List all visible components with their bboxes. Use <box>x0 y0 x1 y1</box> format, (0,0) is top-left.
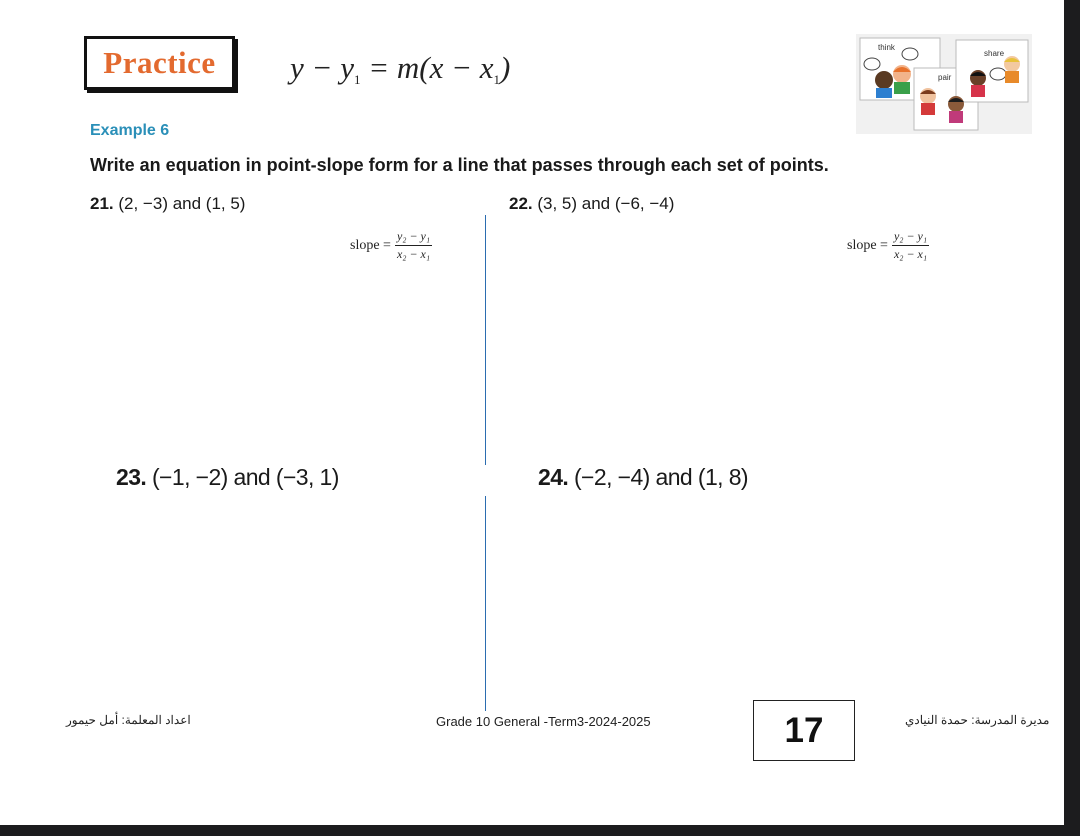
principal-name: مديرة المدرسة: حمدة النيادي <box>905 713 1050 727</box>
svg-text:share: share <box>984 49 1005 58</box>
viewer-frame-right <box>1064 0 1080 836</box>
svg-text:think: think <box>878 43 895 52</box>
example-label: Example 6 <box>90 122 170 139</box>
column-divider-top <box>485 215 486 465</box>
viewer-frame-bottom <box>0 825 1080 836</box>
point-slope-formula: $y - y_1 = m(x - x_1)$ <box>290 50 511 87</box>
instructions: Write an equation in point-slope form for a line that passes through each set of points. <box>90 155 829 175</box>
problem-21: 21. (2, −3) and (1, 5) <box>90 194 246 213</box>
practice-label: Practice <box>103 45 216 80</box>
slope-formula-21: slope = $\frac{\text{y₂ − y₁}}{\text{x₂ − x₁}}$ <box>350 229 431 261</box>
teacher-name: اعداد المعلمة: أمل حيمور <box>66 713 191 727</box>
page-number: 17 <box>753 700 855 761</box>
think-pair-share-illustration <box>856 34 1032 134</box>
slope-formula-22: slope = $\frac{\text{y₂ − y₁}}{\text{x₂ − x₁}}$ <box>847 229 928 261</box>
problem-23: 23. (−1, −2) and (−3, 1) <box>116 464 339 490</box>
svg-text:pair: pair <box>938 73 952 82</box>
problem-22: 22. (3, 5) and (−6, −4) <box>509 194 675 213</box>
practice-label-box <box>84 36 235 90</box>
course-term: Grade 10 General -Term3-2024-2025 <box>436 714 651 729</box>
column-divider-bottom <box>485 496 486 711</box>
problem-24: 24. (−2, −4) and (1, 8) <box>538 464 748 490</box>
